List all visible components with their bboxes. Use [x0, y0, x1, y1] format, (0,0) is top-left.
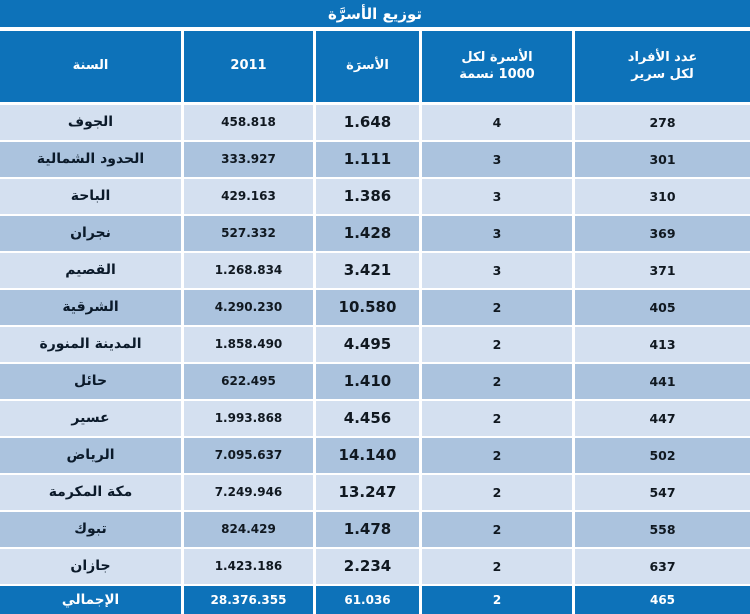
- cell-beds-per-1000: 3: [419, 216, 572, 251]
- cell-region-name: عسير: [0, 401, 181, 436]
- cell-beds: 4.495: [313, 327, 419, 362]
- cell-beds-per-person: 278: [572, 105, 750, 140]
- cell-beds: 1.428: [313, 216, 419, 251]
- table-row[interactable]: [0, 142, 750, 177]
- cell-beds: 1.478: [313, 512, 419, 547]
- cell-population: 1.423.186: [181, 549, 313, 584]
- cell-population: 4.290.230: [181, 290, 313, 325]
- cell-beds-per-person: 547: [572, 475, 750, 510]
- cell-beds-per-1000: 2: [419, 475, 572, 510]
- total-cell-beds: 61.036: [313, 586, 419, 614]
- cell-region-name: الرياض: [0, 438, 181, 473]
- column-header-beds[interactable]: [313, 31, 419, 102]
- cell-region-name: تبوك: [0, 512, 181, 547]
- column-header-beds-per-1000[interactable]: [419, 31, 572, 102]
- cell-beds-per-person: 558: [572, 512, 750, 547]
- table-row[interactable]: [0, 475, 750, 510]
- cell-population: 458.818: [181, 105, 313, 140]
- cell-population: 1.858.490: [181, 327, 313, 362]
- cell-beds: 1.386: [313, 179, 419, 214]
- column-header-population[interactable]: [181, 31, 313, 102]
- cell-population: 824.429: [181, 512, 313, 547]
- cell-beds-per-person: 413: [572, 327, 750, 362]
- cell-beds-per-1000: 2: [419, 364, 572, 399]
- cell-beds: 2.234: [313, 549, 419, 584]
- table-total-row: [0, 586, 750, 614]
- table-title-bar: [0, 0, 750, 27]
- cell-beds: 4.456: [313, 401, 419, 436]
- cell-region-name: مكة المكرمة: [0, 475, 181, 510]
- total-cell-population: 28.376.355: [181, 586, 313, 614]
- cell-population: 7.249.946: [181, 475, 313, 510]
- column-header-region-label: السنة: [72, 58, 109, 74]
- cell-beds: 10.580: [313, 290, 419, 325]
- column-header-region[interactable]: [0, 31, 181, 102]
- cell-region-name: الباحة: [0, 179, 181, 214]
- total-cell-beds-per-person: 465: [572, 586, 750, 614]
- table-row[interactable]: [0, 105, 750, 140]
- cell-population: 333.927: [181, 142, 313, 177]
- column-header-beds-per-person-line2: لكل سرير: [631, 66, 694, 82]
- cell-beds-per-1000: 3: [419, 179, 572, 214]
- column-header-beds-per-1000-line1: الأسرة لكل: [461, 50, 533, 66]
- table-row[interactable]: [0, 253, 750, 288]
- cell-beds-per-1000: 2: [419, 438, 572, 473]
- table-row[interactable]: [0, 438, 750, 473]
- column-header-population-label: 2011: [230, 58, 267, 74]
- column-header-beds-per-1000-line2: 1000 نسمة: [459, 66, 535, 82]
- table-header-row: [0, 31, 750, 102]
- cell-region-name: الحدود الشمالية: [0, 142, 181, 177]
- cell-beds-per-person: 310: [572, 179, 750, 214]
- cell-beds-per-person: 637: [572, 549, 750, 584]
- cell-beds: 14.140: [313, 438, 419, 473]
- cell-beds: 3.421: [313, 253, 419, 288]
- table-body: [0, 105, 750, 586]
- page-title: توزيع الأسرَّة: [327, 4, 423, 23]
- cell-beds-per-1000: 3: [419, 142, 572, 177]
- cell-region-name: جازان: [0, 549, 181, 584]
- cell-population: 622.495: [181, 364, 313, 399]
- cell-population: 527.332: [181, 216, 313, 251]
- cell-beds-per-person: 369: [572, 216, 750, 251]
- cell-region-name: الجوف: [0, 105, 181, 140]
- cell-beds: 1.648: [313, 105, 419, 140]
- table-row[interactable]: [0, 216, 750, 251]
- table-row[interactable]: [0, 401, 750, 436]
- cell-beds: 1.410: [313, 364, 419, 399]
- cell-region-name: المدينة المنورة: [0, 327, 181, 362]
- cell-beds-per-person: 371: [572, 253, 750, 288]
- cell-region-name: القصيم: [0, 253, 181, 288]
- cell-beds-per-person: 301: [572, 142, 750, 177]
- cell-beds-per-person: 405: [572, 290, 750, 325]
- cell-beds-per-person: 447: [572, 401, 750, 436]
- table-row[interactable]: [0, 179, 750, 214]
- cell-region-name: الشرقية: [0, 290, 181, 325]
- cell-beds-per-1000: 2: [419, 290, 572, 325]
- total-cell-beds-per-1000: 2: [419, 586, 572, 614]
- table-row[interactable]: [0, 327, 750, 362]
- total-cell-label: الإجمالي: [0, 586, 181, 614]
- cell-beds-per-1000: 2: [419, 512, 572, 547]
- cell-beds-per-1000: 3: [419, 253, 572, 288]
- cell-region-name: حائل: [0, 364, 181, 399]
- cell-beds-per-1000: 2: [419, 327, 572, 362]
- cell-beds-per-1000: 2: [419, 401, 572, 436]
- cell-beds-per-1000: 2: [419, 549, 572, 584]
- cell-population: 1.993.868: [181, 401, 313, 436]
- cell-population: 1.268.834: [181, 253, 313, 288]
- cell-population: 429.163: [181, 179, 313, 214]
- column-header-beds-per-person[interactable]: [572, 31, 750, 102]
- table-row[interactable]: [0, 549, 750, 584]
- cell-beds: 13.247: [313, 475, 419, 510]
- cell-beds-per-person: 502: [572, 438, 750, 473]
- cell-beds-per-1000: 4: [419, 105, 572, 140]
- table-row[interactable]: [0, 290, 750, 325]
- cell-beds-per-person: 441: [572, 364, 750, 399]
- column-header-beds-per-person-line1: عدد الأفراد: [627, 50, 698, 66]
- column-header-beds-label: الأسرَة: [346, 58, 389, 74]
- cell-population: 7.095.637: [181, 438, 313, 473]
- cell-region-name: نجران: [0, 216, 181, 251]
- cell-beds: 1.111: [313, 142, 419, 177]
- table-row[interactable]: [0, 512, 750, 547]
- table-row[interactable]: [0, 364, 750, 399]
